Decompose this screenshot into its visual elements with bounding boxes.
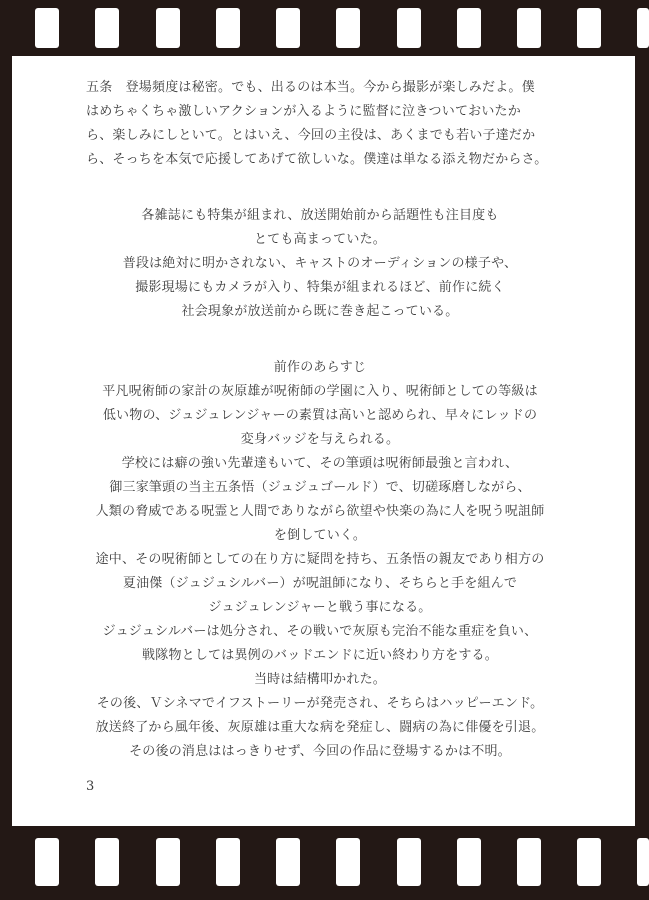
text-line: 戦隊物としては異例のバッドエンドに近い終わり方をする。 xyxy=(142,648,498,663)
text-line: 夏油傑（ジュジュシルバー）が呪詛師になり、そちらと手を組んで xyxy=(122,576,518,591)
sprocket-hole xyxy=(276,8,300,48)
buzz-paragraph xyxy=(86,204,554,324)
text-line: 学校には癖の強い先輩達もいて、その筆頭は呪術師最強と言われ、 xyxy=(121,456,519,471)
page-content xyxy=(86,76,554,764)
film-strip-bottom xyxy=(0,826,649,900)
sprocket-hole xyxy=(95,8,119,48)
film-strip-top xyxy=(0,0,649,56)
text-line: 御三家筆頭の当主五条悟（ジュジュゴールド）で、切磋琢磨しながら、 xyxy=(109,480,531,495)
intro-paragraph xyxy=(86,76,554,172)
text-line: 撮影現場にもカメラが入り、特集が組まれるほど、前作に続く xyxy=(135,280,505,295)
page-number: 3 xyxy=(86,779,95,794)
text-line: 平凡呪術師の家計の灰原雄が呪術師の学園に入り、呪術師としての等級は xyxy=(102,384,538,399)
sprocket-hole xyxy=(517,8,541,48)
synopsis-section xyxy=(86,356,554,764)
text-line: 放送終了から風年後、灰原雄は重大な病を発症し、闘病の為に俳優を引退。 xyxy=(95,720,545,735)
text-line: その後、Ｖシネマでイフストーリーが発売され、そちらはハッピーエンド。 xyxy=(96,696,544,711)
sprocket-hole xyxy=(35,8,59,48)
text-line: 低い物の、ジュジュレンジャーの素質は高いと認められ、早々にレッドの xyxy=(102,408,538,423)
sprocket-hole xyxy=(637,8,649,48)
sprocket-hole xyxy=(156,8,180,48)
sprocket-hole xyxy=(95,838,119,886)
sprocket-hole xyxy=(216,8,240,48)
text-line: ら、楽しみにしといて。とはいえ、今回の主役は、あくまでも若い子達だか xyxy=(86,128,536,143)
sprocket-hole xyxy=(457,8,481,48)
section-heading: 前作のあらすじ xyxy=(273,360,367,375)
text-line: ジュジュレンジャーと戦う事になる。 xyxy=(208,600,432,615)
document-page xyxy=(12,56,635,826)
text-line: 当時は結構叩かれた。 xyxy=(253,672,386,687)
text-line: とても高まっていた。 xyxy=(253,232,386,247)
sprocket-hole xyxy=(517,838,541,886)
text-line: を倒していく。 xyxy=(273,528,367,543)
text-line: 各雑誌にも特集が組まれ、放送開始前から話題性も注目度も xyxy=(141,208,499,223)
sprocket-hole xyxy=(457,838,481,886)
text-line: 社会現象が放送前から既に巻き起こっている。 xyxy=(181,304,459,319)
text-line: 変身バッジを与えられる。 xyxy=(240,432,400,447)
sprocket-hole xyxy=(276,838,300,886)
text-line: はめちゃくちゃ激しいアクションが入るように監督に泣きついておいたか xyxy=(86,104,521,119)
text-line: その後の消息ははっきりせず、今回の作品に登場するかは不明。 xyxy=(129,744,511,759)
sprocket-hole xyxy=(336,8,360,48)
sprocket-hole xyxy=(156,838,180,886)
sprocket-hole xyxy=(577,838,601,886)
sprocket-hole xyxy=(397,838,421,886)
text-line: 普段は絶対に明かされない、キャストのオーディションの様子や、 xyxy=(122,256,518,271)
sprocket-hole xyxy=(35,838,59,886)
sprocket-hole xyxy=(637,838,649,886)
sprocket-hole xyxy=(577,8,601,48)
sprocket-hole xyxy=(336,838,360,886)
text-line: ら、そっちを本気で応援してあげて欲しいな。僕達は単なる添え物だからさ。 xyxy=(86,152,548,167)
text-line: ジュジュシルバーは処分され、その戦いで灰原も完治不能な重症を負い、 xyxy=(102,624,538,639)
text-line: 途中、その呪術師としての在り方に疑問を持ち、五条悟の親友であり相方の xyxy=(95,552,545,567)
text-line: 五条 登場頻度は秘密。でも、出るのは本当。今から撮影が楽しみだよ。僕 xyxy=(86,80,535,95)
text-line: 人類の脅威である呪霊と人間でありながら欲望や快楽の為に人を呪う呪詛師 xyxy=(95,504,545,519)
sprocket-hole xyxy=(397,8,421,48)
sprocket-hole xyxy=(216,838,240,886)
